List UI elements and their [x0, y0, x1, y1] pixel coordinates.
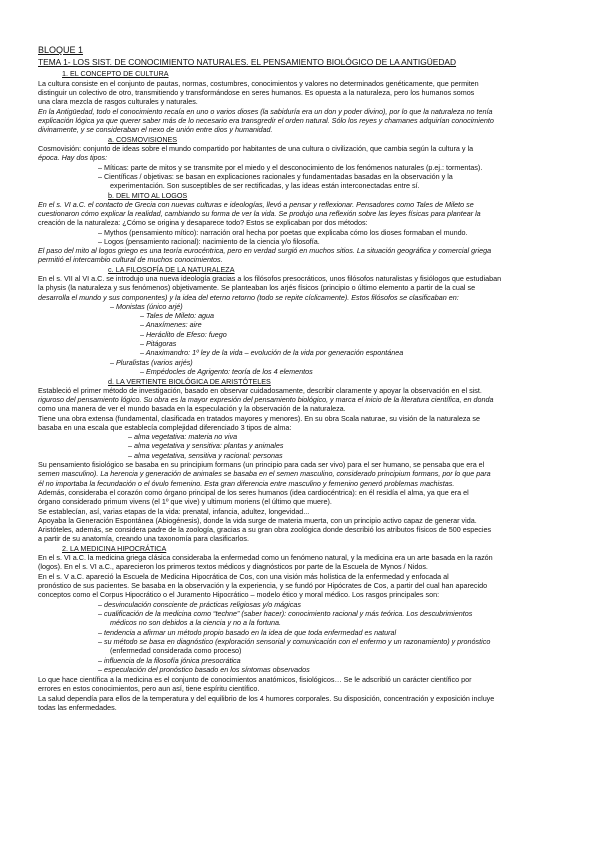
list-item: – Tales de Mileto: agua — [140, 311, 215, 320]
text-line: semen masculino). La herencia y generación de animales se basaba en el semen masculino, considerado principium formans, por lo que para — [38, 469, 491, 478]
text-line: la physis (la naturaleza y sus fenómenos) objetivamente. Se planteaban los arjés físicos (principio o último elemento a partir de la cual se — [38, 283, 476, 292]
list-item: – Empédocles de Agrigento: teoría de los 4 elementos — [140, 367, 313, 376]
text-line: En el s. VII al VI a.C. se introdujo una nueva ideología gracias a los filósofos presocráticos, unos filósofos naturalistas y fisiólogos que estudiaban — [38, 274, 502, 283]
list-item: – su método se basa en diagnóstico (exploración sensorial y comunicación con el enfermo y un razonamiento) y pronóstico — [98, 637, 491, 646]
text-line: Lo que hace científica a la medicina es el conjunto de conocimientos anatómicos, fisiológicos… Se le adscribió un carácter científico por — [38, 675, 472, 684]
text-line: él no importaba la fecundación o el óvulo femenino. Esta gran diferencia entre masculino y femenino generó problemas machistas. — [38, 479, 455, 488]
list-item: – Monistas (único arjé) — [110, 302, 183, 311]
text-line: permitió el intercambio cultural de muchos conocimientos. — [38, 255, 223, 264]
list-item: – alma vegetativa, sensitiva y racional: personas — [128, 451, 283, 460]
text-line: explicación lógica ya que querer saber más de lo necesario era transgredir el orden natural. Sólo los reyes y chamanes adquirían conocimiento — [38, 116, 494, 125]
section-heading: 1. EL CONCEPTO DE CULTURA — [62, 69, 169, 78]
text-line: todas las enfermedades. — [38, 703, 117, 712]
text-line: (logos). En el s. VI a.C., aparecieron los primeros textos médicos y diagnósticos por parte de la Escuela de Mynos / Nidos. — [38, 562, 428, 571]
list-item: – influencia de la filosofía jónica presocrática — [98, 656, 241, 665]
list-item: médicos no son debidos a la ciencia y no a la fortuna. — [110, 618, 282, 627]
text-line: como una manera de ver el mundo basada en la especulación y la observación de la naturaleza. — [38, 404, 346, 413]
text-line: En el s. VI a.C. el contacto de Grecia con nuevas culturas e ideologías, llevó a pensar y reflexionar. Pensadores como Tales de Mileto se — [38, 200, 474, 209]
text-line: Además, consideraba el corazón como órgano principal de los seres humanos (idea cardiocéntrica): en él residía el alma, ya que era el — [38, 488, 469, 497]
list-item: – desvinculación consciente de prácticas religiosas y/o mágicas — [98, 600, 301, 609]
subsection-heading: b. DEL MITO AL LOGOS — [108, 191, 188, 200]
text-line: época. Hay dos tipos: — [38, 153, 108, 162]
list-item: (enfermedad considerada como proceso) — [110, 646, 242, 655]
list-item: – Científicas / objetivas: se basan en explicaciones racionales y fundamentadas basadas en la observación y la — [98, 172, 453, 181]
list-item: – Mythos (pensamiento mítico): narración oral hecha por poetas que explicaba cómo los dioses formaban el mundo. — [98, 228, 468, 237]
list-item: – Heráclito de Efeso: fuego — [140, 330, 227, 339]
text-line: cuestionaron cómo explicar la realidad, cambiando su forma de ver la vida. Se produjo una reflexión sobre las leyes físicas para plantear la — [38, 209, 481, 218]
text-line: La cultura consiste en el conjunto de pautas, normas, costumbres, conocimientos y valores no determinados genéticamente, que permiten — [38, 79, 479, 88]
text-line: creación de la naturaleza: ¿Cómo se origina y desaparece todo? Estos se explicaban por dos métodos: — [38, 218, 368, 227]
topic-title: TEMA 1- LOS SIST. DE CONOCIMIENTO NATURALES. EL PENSAMIENTO BIOLÓGICO DE LA ANTIGÜEDAD — [38, 57, 457, 67]
text-line: distinguir un colectivo de otro, transmitiendo y transformándose en seres humanos. Es opuesta a la naturaleza, pero los humanos somos — [38, 88, 475, 97]
list-item: – Míticas: parte de mitos y se transmite por el miedo y el desconocimiento de los fenómenos naturales (p.ej.: tormentas). — [98, 163, 483, 172]
text-line: una clara mezcla de rasgos culturales y naturales. — [38, 97, 198, 106]
text-line: basaba en una escala que establecía complejidad diferenciado 3 tipos de alma: — [38, 423, 292, 432]
text-line: En el s. V a.C. apareció la Escuela de Medicina Hipocrática de Cos, con una visión más holística de la enfermedad y enfocada al — [38, 572, 449, 581]
text-line: En la Antigüedad, todo el conocimiento recaía en uno o varios dioses (la sabiduría era un don y poder divino), por lo que la naturaleza no tenía — [38, 107, 493, 116]
text-line: Apoyaba la Generación Espontánea (Abiogénesis), donde la vida surge de materia muerta, con un principio activo capaz de generar vida. — [38, 516, 477, 525]
text-line: Cosmovisión: conjunto de ideas sobre el mundo compartido por habitantes de una cultura o civilización, que cambia según la cultura y la — [38, 144, 474, 153]
text-line: errores en estos conocimientos, pero aun así, tiene espíritu científico. — [38, 684, 260, 693]
text-line: a partir de su anatomía, creando una taxonomía para clasificarlos. — [38, 534, 249, 543]
list-item: – especulación del pronóstico basado en los síntomas observados — [98, 665, 310, 674]
block-title: BLOQUE 1 — [38, 45, 84, 55]
text-line: Su pensamiento fisiológico se basaba en su principium formans (un principio para cada ser vivo) para el ser humano, se pensaba que era el — [38, 460, 485, 469]
text-line: Tiene una obra extensa (fundamental, clasificada en tratados mayores y menores). En su obra Scala naturae, su visión de la naturaleza se — [38, 414, 481, 423]
subsection-heading: d. LA VERTIENTE BIOLÓGICA DE ARISTÓTELES — [108, 377, 271, 386]
list-item: – alma vegetativa y sensitiva: plantas y animales — [128, 441, 284, 450]
subsection-heading: c. LA FILOSOFÍA DE LA NATURALEZA — [108, 265, 235, 274]
text-line: La salud dependía para ellos de la temperatura y del equilibrio de los 4 humores corporales. Su disposición, concentración y exposición incluye — [38, 694, 495, 703]
text-line: En el s. VI a.C. la medicina griega clásica consideraba la enfermedad como un fenómeno natural, y la medicina era un arte basada en la razón — [38, 553, 493, 562]
list-item: – Logos (pensamiento racional): nacimiento de la ciencia y/o filosofía. — [98, 237, 320, 246]
text-line: conceptos como el Corpus Hipocrático o el Juramento Hipocrático – modelo ético y moral médico. Los rasgos principales son: — [38, 590, 440, 599]
subsection-heading: a. COSMOVISIONES — [108, 135, 178, 144]
section-heading: 2. LA MEDICINA HIPOCRÁTICA — [62, 544, 167, 553]
list-item: – cualificación de la medicina como “techne” (saber hacer): conocimiento racional y más teórica. Los descubrimientos — [98, 609, 473, 618]
text-line: divinamente, y se consideraban el nexo de unión entre dios y humanidad. — [38, 125, 273, 134]
list-item: – Pitágoras — [140, 339, 177, 348]
list-item: – Anaximandro: 1º ley de la vida – evolución de la vida por generación espontánea — [140, 348, 404, 357]
text-line: desarrolla el mundo y sus componentes) y la idea del eterno retorno (todo se repite cíclicamente). Estos filósofos se clasificaban en: — [38, 293, 459, 302]
list-item: – Anaxímenes: aire — [140, 320, 202, 329]
text-line: pronóstico de sus pacientes. Se basaba en la observación y la experiencia, y se fundó por Hipócrates de Cos, a partir del cual han aparecido — [38, 581, 488, 590]
list-item: – alma vegetativa: materia no viva — [128, 432, 238, 441]
list-item: experimentación. Son susceptibles de ser rectificadas, y las ideas están interconectadas entre sí. — [110, 181, 420, 190]
text-line: riguroso del pensamiento lógico. Su obra es la mayor expresión del pensamiento biológico, y marca el inicio de la literatura científica, en donda — [38, 395, 494, 404]
list-item: – tendencia a afirmar un método propio basado en la idea de que toda enfermedad es natural — [98, 628, 397, 637]
text-line: El paso del mito al logos griego es una teoría eurocéntrica, pero en verdad surgió en muchos sitios. La situación geográfica y comercial griega — [38, 246, 492, 255]
list-item: – Pluralistas (varios arjés) — [110, 358, 193, 367]
text-line: Estableció el primer método de investigación, basado en observar cuidadosamente, describir claramente y apoyar la observación en el sist. — [38, 386, 482, 395]
text-line: Se establecían, así, varias etapas de la vida: prenatal, infancia, adultez, longevidad... — [38, 507, 310, 516]
text-line: órgano considerado primum vivens (el 1º que vive) y ultimum moriens (el último que muere). — [38, 497, 332, 506]
text-line: Aristóteles, además, se considera padre de la zoología, gracias a su gran obra zoológica donde describió los atributos físicos de 500 especies — [38, 525, 492, 534]
